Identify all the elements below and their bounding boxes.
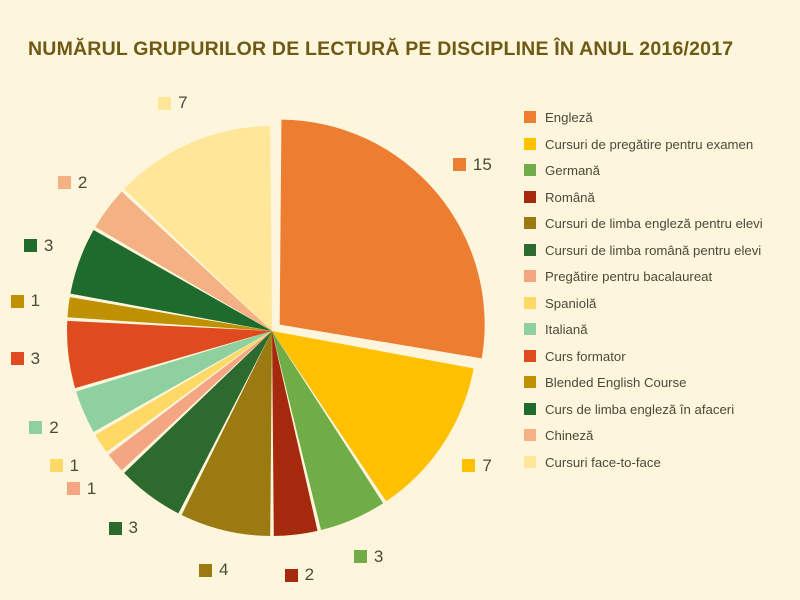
page-title: NUMĂRUL GRUPURILOR DE LECTURĂ PE DISCIPLINE ÎN ANUL 2016/2017 <box>28 38 734 60</box>
legend-item[interactable] <box>524 110 800 125</box>
data-label-swatch-icon <box>199 564 212 577</box>
pie-data-label <box>24 236 53 256</box>
legend-item[interactable] <box>524 190 800 205</box>
legend-item-label: Engleză <box>545 110 593 125</box>
legend-swatch-icon <box>524 217 536 229</box>
pie-data-label <box>29 418 58 438</box>
data-label-value: 2 <box>49 417 59 437</box>
legend-item[interactable] <box>524 428 800 443</box>
data-label-swatch-icon <box>11 352 24 365</box>
legend-item-label: Română <box>545 189 595 205</box>
legend-item[interactable] <box>524 455 800 470</box>
chart-legend <box>524 110 800 481</box>
legend-swatch-icon <box>524 403 536 415</box>
pie-data-label <box>199 560 228 580</box>
legend-swatch-icon <box>524 111 536 123</box>
data-label-swatch-icon <box>67 482 80 495</box>
legend-swatch-icon <box>524 164 536 176</box>
data-label-value: 3 <box>43 235 54 255</box>
pie-data-label <box>11 349 40 369</box>
legend-item[interactable] <box>524 402 800 417</box>
data-label-value: 7 <box>178 93 188 113</box>
data-label-value: 2 <box>304 565 315 585</box>
pie-data-label <box>50 456 79 476</box>
data-label-value: 1 <box>30 291 41 311</box>
legend-swatch-icon <box>524 191 536 203</box>
legend-swatch-icon <box>524 429 536 441</box>
legend-item-label: Cursuri de limba engleză pentru elevi <box>545 216 763 231</box>
pie-data-label <box>462 456 491 476</box>
legend-item[interactable] <box>524 243 800 258</box>
legend-item-label: Cursuri face-to-face <box>545 454 661 470</box>
legend-item[interactable] <box>524 137 800 152</box>
data-label-value: 3 <box>30 348 41 368</box>
legend-swatch-icon <box>524 376 536 388</box>
data-label-swatch-icon <box>11 295 24 308</box>
legend-item-label: Germană <box>545 163 600 178</box>
data-label-swatch-icon <box>29 421 42 434</box>
legend-swatch-icon <box>524 270 536 282</box>
legend-item[interactable] <box>524 216 800 231</box>
pie-data-label <box>67 479 96 499</box>
data-label-swatch-icon <box>354 550 367 563</box>
legend-swatch-icon <box>524 350 536 362</box>
legend-swatch-icon <box>524 323 536 335</box>
pie-data-label <box>158 93 187 113</box>
legend-item-label: Italiană <box>545 322 588 337</box>
legend-item-label: Curs de limba engleză în afaceri <box>545 401 735 417</box>
legend-item-label: Pregătire pentru bacalaureat <box>545 269 713 284</box>
legend-item[interactable] <box>524 322 800 337</box>
data-label-swatch-icon <box>453 158 466 171</box>
legend-item-label: Cursuri de limba română pentru elevi <box>545 242 762 258</box>
legend-swatch-icon <box>524 244 536 256</box>
pie-data-label <box>285 565 314 585</box>
data-label-swatch-icon <box>285 569 298 582</box>
data-label-value: 1 <box>69 455 80 475</box>
data-label-value: 15 <box>472 154 492 174</box>
pie-data-label <box>109 518 138 538</box>
data-label-value: 2 <box>77 172 88 192</box>
legend-item[interactable] <box>524 269 800 284</box>
pie-data-label <box>58 173 87 193</box>
pie-chart-svg <box>0 78 520 588</box>
data-label-swatch-icon <box>24 239 37 252</box>
legend-item-label: Curs formator <box>545 348 626 364</box>
data-label-swatch-icon <box>109 522 122 535</box>
data-label-swatch-icon <box>158 97 171 110</box>
data-label-value: 3 <box>373 546 384 566</box>
pie-data-label <box>11 291 40 311</box>
data-label-value: 7 <box>482 455 492 475</box>
pie-data-label <box>354 547 383 567</box>
pie-data-label <box>453 155 492 175</box>
legend-item[interactable] <box>524 375 800 390</box>
legend-item-label: Chineză <box>545 428 594 443</box>
data-label-swatch-icon <box>462 459 475 472</box>
legend-item[interactable] <box>524 349 800 364</box>
data-label-value: 3 <box>128 518 138 538</box>
legend-swatch-icon <box>524 456 536 468</box>
legend-swatch-icon <box>524 297 536 309</box>
data-label-swatch-icon <box>58 176 71 189</box>
data-label-swatch-icon <box>50 459 63 472</box>
legend-item-label: Spaniolă <box>545 295 597 311</box>
legend-swatch-icon <box>524 138 536 150</box>
legend-item[interactable] <box>524 296 800 311</box>
legend-item-label: Cursuri de pregătire pentru examen <box>545 136 754 152</box>
pie-slices <box>67 120 485 536</box>
legend-item-label: Blended English Course <box>545 375 687 390</box>
data-label-value: 1 <box>86 478 97 498</box>
pie-chart <box>0 78 520 588</box>
legend-item[interactable] <box>524 163 800 178</box>
data-label-value: 4 <box>219 560 229 580</box>
